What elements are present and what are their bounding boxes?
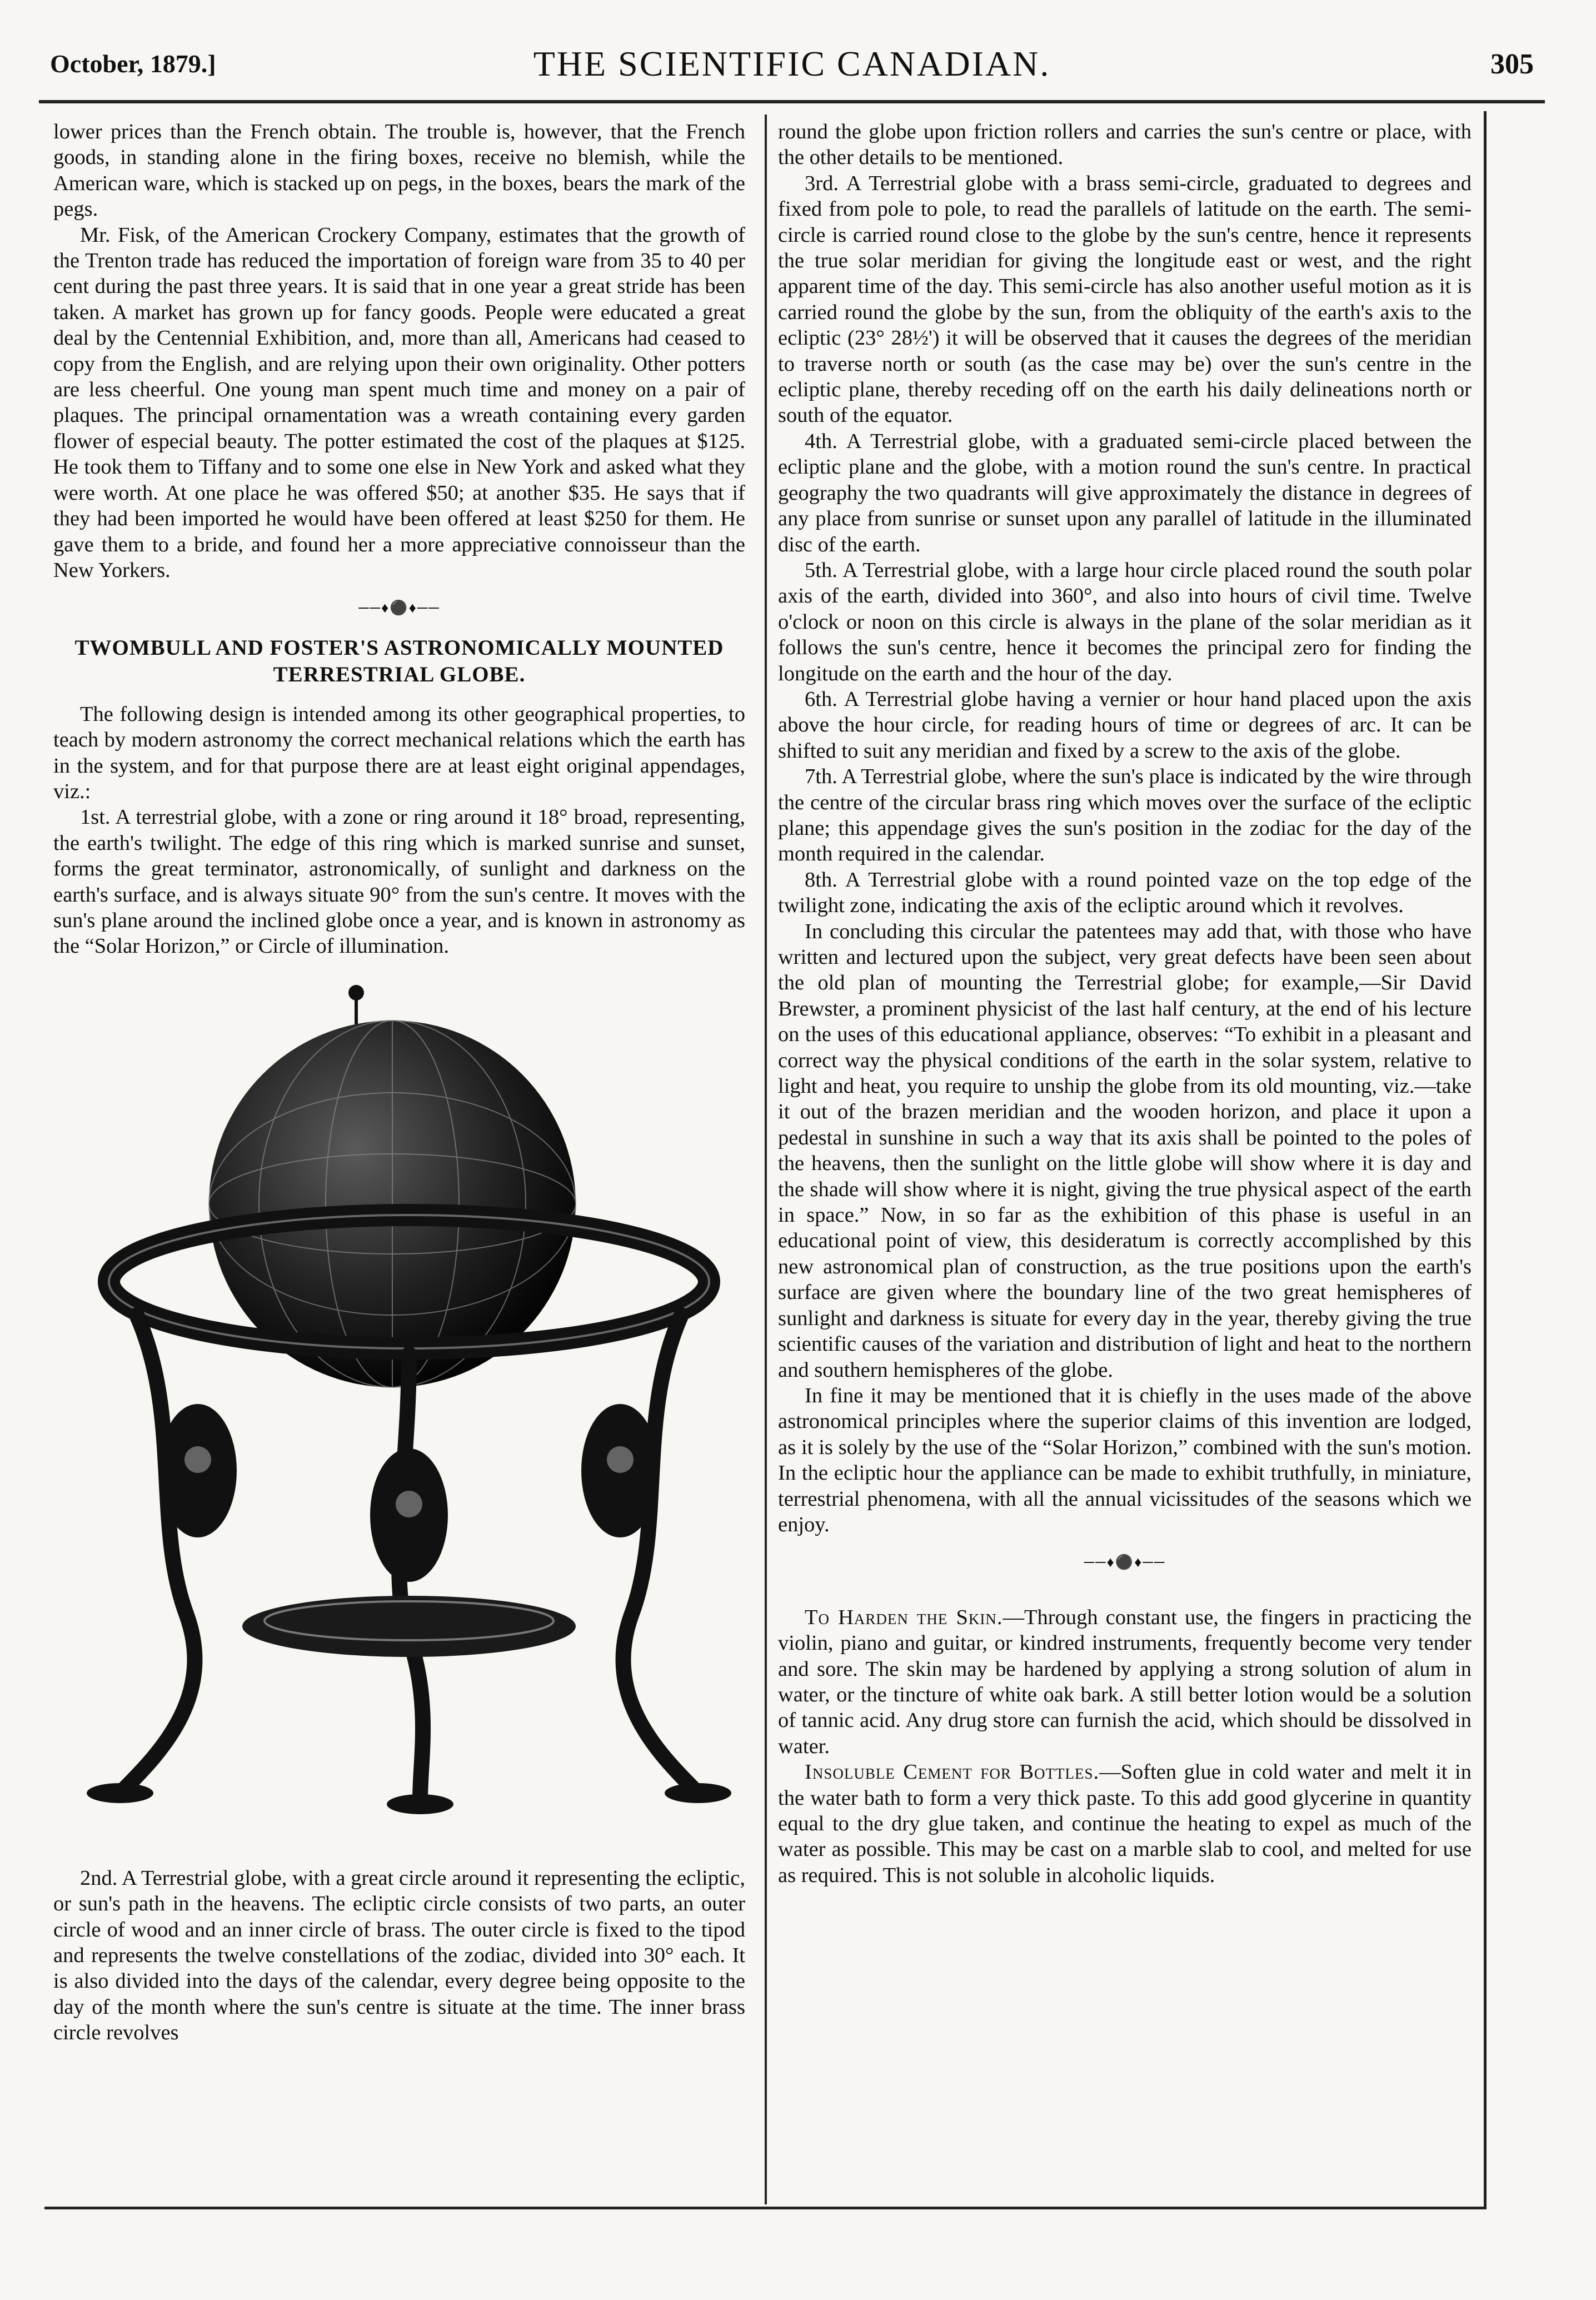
item-heading: To Harden the Skin. [805,1605,1003,1629]
section-ornament: ──♦⚫♦── [1084,1554,1166,1571]
paragraph: lower prices than the French obtain. The trouble is, however, that the French goods, in standing alone in the firing boxes, receive no blemish, while the American ware, which is stacked up on pegs, in the boxes, bears the mark of the pegs. [53,120,745,221]
issue-date: October, 1879.] [50,49,216,78]
left-column [53,119,745,2046]
spacer [778,1589,1472,1605]
item-heading: Insoluble Cement for Bottles. [805,1760,1100,1784]
paragraph: 2nd. A Terrestrial globe, with a great circle around it representing the ecliptic, or sun's path in the heavens. The ecliptic circle consists of two parts, an outer circle of wood and an inner circle of brass. The outer circle is fixed to the tipod and represents the twelve constellations of the zodiac, divided into 30° each. It is also divided into the days of the calendar, every degree being opposite to the day of the month where the sun's centre is situate at the time. The inner brass circle revolves [53,1866,745,2045]
paragraph: 4th. A Terrestrial globe, with a graduated semi-circle placed between the ecliptic plane and the globe, with a motion round the sun's centre. In practical geography the two quadrants will give approximately the distance in degrees of any place from sunrise or sunset upon any parallel of latitude in the illuminated disc of the earth. [778,429,1472,556]
paragraph: Mr. Fisk, of the American Crockery Company, estimates that the growth of the Trenton trade has reduced the importation of foreign ware from 35 to 40 per cent during the past three years. It is said that in one year a great stride has been taken. A market has grown up for fancy goods. People were educated a great deal by the Centennial Exhibition, and, more than all, Americans had ceased to copy from the English, and are relying upon their own originality. Other potters are less cheerful. One young man spent much time and money on a pair of plaques. The principal ornamentation was a wreath containing every garden flower of especial beauty. The potter estimated the cost of the plaques at $125. He took them to Tiffany and to some one else in New York and asked what they were worth. At one place he was offered $50; at another $35. He says that if they had been imported he would have been offered at least $250 for them. He gave them to a bride, and found her a more appreciative connoisseur than the New Yorkers. [53,223,745,582]
paragraph: 6th. A Terrestrial globe having a vernier or hour hand placed upon the axis above the hour circle, for reading hours of time or degrees of arc. It can be shifted to suit any meridian and fixed by a screw to the axis of the globe. [778,687,1472,763]
paragraph: In concluding this circular the patentees may add that, with those who have written and lectured upon the subject, very great defects have been seen about the old plan of mounting the Terrestrial globe; for example,—Sir David Brewster, a prominent physicist of the last half century, at the end of his lecture on the uses of this educational appliance, observes: “To exhibit in a pleasant and correct way the physical conditions of the earth in the solar system, relative to light and heat, you require to unship the globe from its old mounting, viz.—take it out of the brazen meridian and the wooden horizon, and place it upon a pedestal in sunshine in such a way that its axis shall be pointed to the poles of the heavens, then the sunlight on the little globe will show where it is day and the shade will show where it is night, giving the true physical aspect of the earth in space.” Now, in so far as the exhibition of this phase is useful in an educational point of view, this desideratum is correctly accomplished by this new astronomical plan of construction, as the true positions upon the earth's surface are given where the boundary line of the two great hemispheres of sunlight and darkness is situate for every day in the year, thereby giving the true scientific causes of the variation and distribution of light and heat to the northern and southern hemispheres of the globe. [778,919,1472,1382]
column-divider [765,114,767,2204]
paragraph: 7th. A Terrestrial globe, where the sun's place is indicated by the wire through the centre of the circular brass ring which moves over the surface of the ecliptic plane; this appendage gives the sun's position in the zodiac for the day of the month required in the calendar. [778,765,1472,866]
paragraph: 1st. A terrestrial globe, with a zone or ring around it 18° broad, representing, the earth's twilight. The edge of this ring which is marked sunrise and sunset, forms the great terminator, astronomically, of sunlight and darkness on the earth's surface, and is always situate 90° from the sun's centre. It moves with the sun's plane around the inclined globe once a year, and is known in astronomy as the “Solar Horizon,” or Circle of illumination. [53,805,745,958]
paragraph [778,1605,1472,1759]
article-title: TWOMBULL AND FOSTER'S ASTRONOMICALLY MOUNTED TERRESTRIAL GLOBE. [74,635,724,686]
right-column [778,119,1472,1888]
globe-illustration [53,970,745,1860]
publication-title: THE SCIENTIFIC CANADIAN. [533,44,1051,83]
paragraph [778,1759,1472,1888]
paragraph: round the globe upon friction rollers and carries the sun's centre or place, with the other details to be mentioned. [778,120,1472,170]
paragraph: 8th. A Terrestrial globe with a round pointed vaze on the top edge of the twilight zone, indicating the axis of the ecliptic around which it revolves. [778,868,1472,918]
paragraph: In fine it may be mentioned that it is chiefly in the uses made of the above astronomical principles where the superior claims of this invention are lodged, as it is solely by the use of the “Solar Horizon,” combined with the sun's motion. In the ecliptic hour the appliance can be made to exhibit truthfully, in miniature, terrestrial phenomena, with all the annual vicissitudes of the seasons which we enjoy. [778,1383,1472,1536]
section-ornament: ──♦⚫♦── [358,600,440,616]
paragraph: 3rd. A Terrestrial globe with a brass semi-circle, graduated to degrees and fixed from pole to pole, to read the parallels of latitude on the earth. The semi-circle is carried round close to the globe by the sun's centre, hence it represents the true solar meridian for giving the longitude east or west, and the right apparent time of the day. This semi-circle has also another useful motion as it is carried round the globe by the sun, from the obliquity of the earth's axis to the ecliptic (23° 28½') it will be observed that it causes the degrees of the meridian to traverse north or south (as the case may be) over the sun's centre in the ecliptic plane, thereby receding off on the earth his daily delineations north or south of the equator. [778,171,1472,427]
page-header [39,43,1545,104]
page-number: 305 [1490,48,1534,80]
item-body: —Through constant use, the fingers in practicing the violin, piano and guitar, or kindred instruments, frequently become very tender and sore. The skin may be hardened by applying a strong solution of alum in water, or the tincture of white oak bark. A still better lotion would be a solution of tannic acid. Any drug store can furnish the acid, which should be dissolved in water. [778,1605,1472,1758]
paragraph: The following design is intended among its other geographical properties, to teach by modern astronomy the correct mechanical relations which the earth has in the system, and for that purpose there are at least eight original appendages, viz.: [53,702,745,803]
header-rule [39,100,1545,103]
paragraph: 5th. A Terrestrial globe, with a large hour circle placed round the south polar axis of the earth, divided into 360°, and also into hours of civil time. Twelve o'clock or noon on this circle is always in the plane of the solar meridian as it follows the sun's centre, hence it becomes the principal zero for finding the longitude on the earth and the hour of the day. [778,558,1472,685]
item-body: —Soften glue in cold water and melt it in the water bath to form a very thick paste. To this add good glycerine in quantity equal to the dry glue taken, and continue the heating to expel as much of the water as possible. This may be cast on a marble slab to cool, and melted for use as required. This is not soluble in alcoholic liquids. [778,1760,1472,1887]
